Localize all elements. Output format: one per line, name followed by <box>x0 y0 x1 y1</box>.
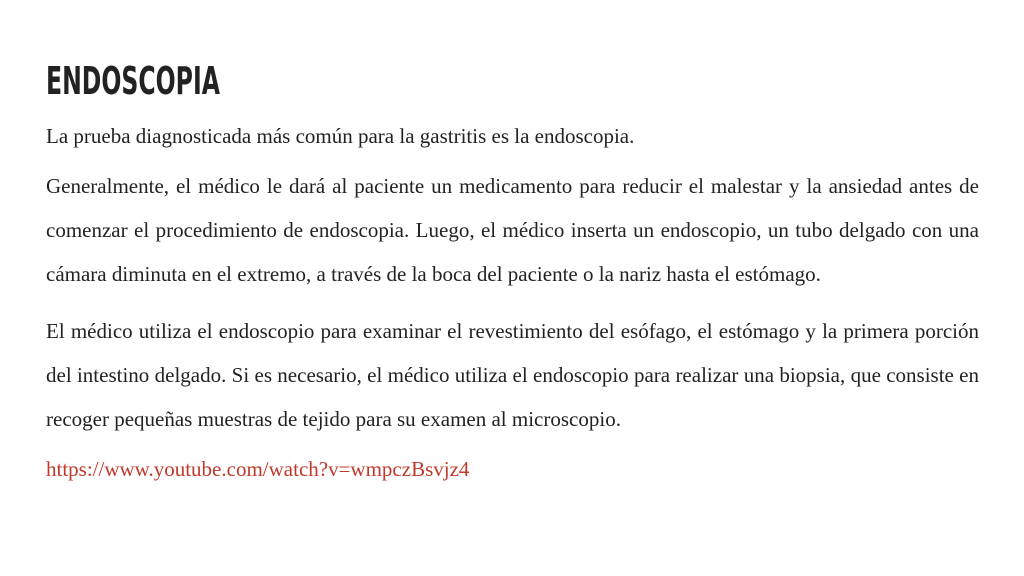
video-link-line <box>46 447 979 491</box>
youtube-link[interactable]: https://www.youtube.com/watch?v=wmpczBsvjz4 <box>46 457 470 481</box>
slide-title: ENDOSCOPIA <box>46 59 220 103</box>
slide-body <box>46 121 979 491</box>
intro-paragraph: La prueba diagnosticada más común para la gastritis es la endoscopia. <box>46 124 635 148</box>
procedure-paragraph: Generalmente, el médico le dará al paciente un medicamento para reducir el malestar y la ansiedad antes de comenzar el procedimiento de endoscopia. Luego, el médico inserta un endoscopio, un tubo delgado con una cámara diminuta en el extremo, a través de la boca del paciente o la nariz hasta el estómago. <box>46 174 979 286</box>
examination-paragraph: El médico utiliza el endoscopio para examinar el revestimiento del esófago, el estómago y la primera porción del intestino delgado. Si es necesario, el médico utiliza el endoscopio para realizar una biopsia, que consiste en recoger pequeñas muestras de tejido para su examen al microscopio. <box>46 319 979 431</box>
